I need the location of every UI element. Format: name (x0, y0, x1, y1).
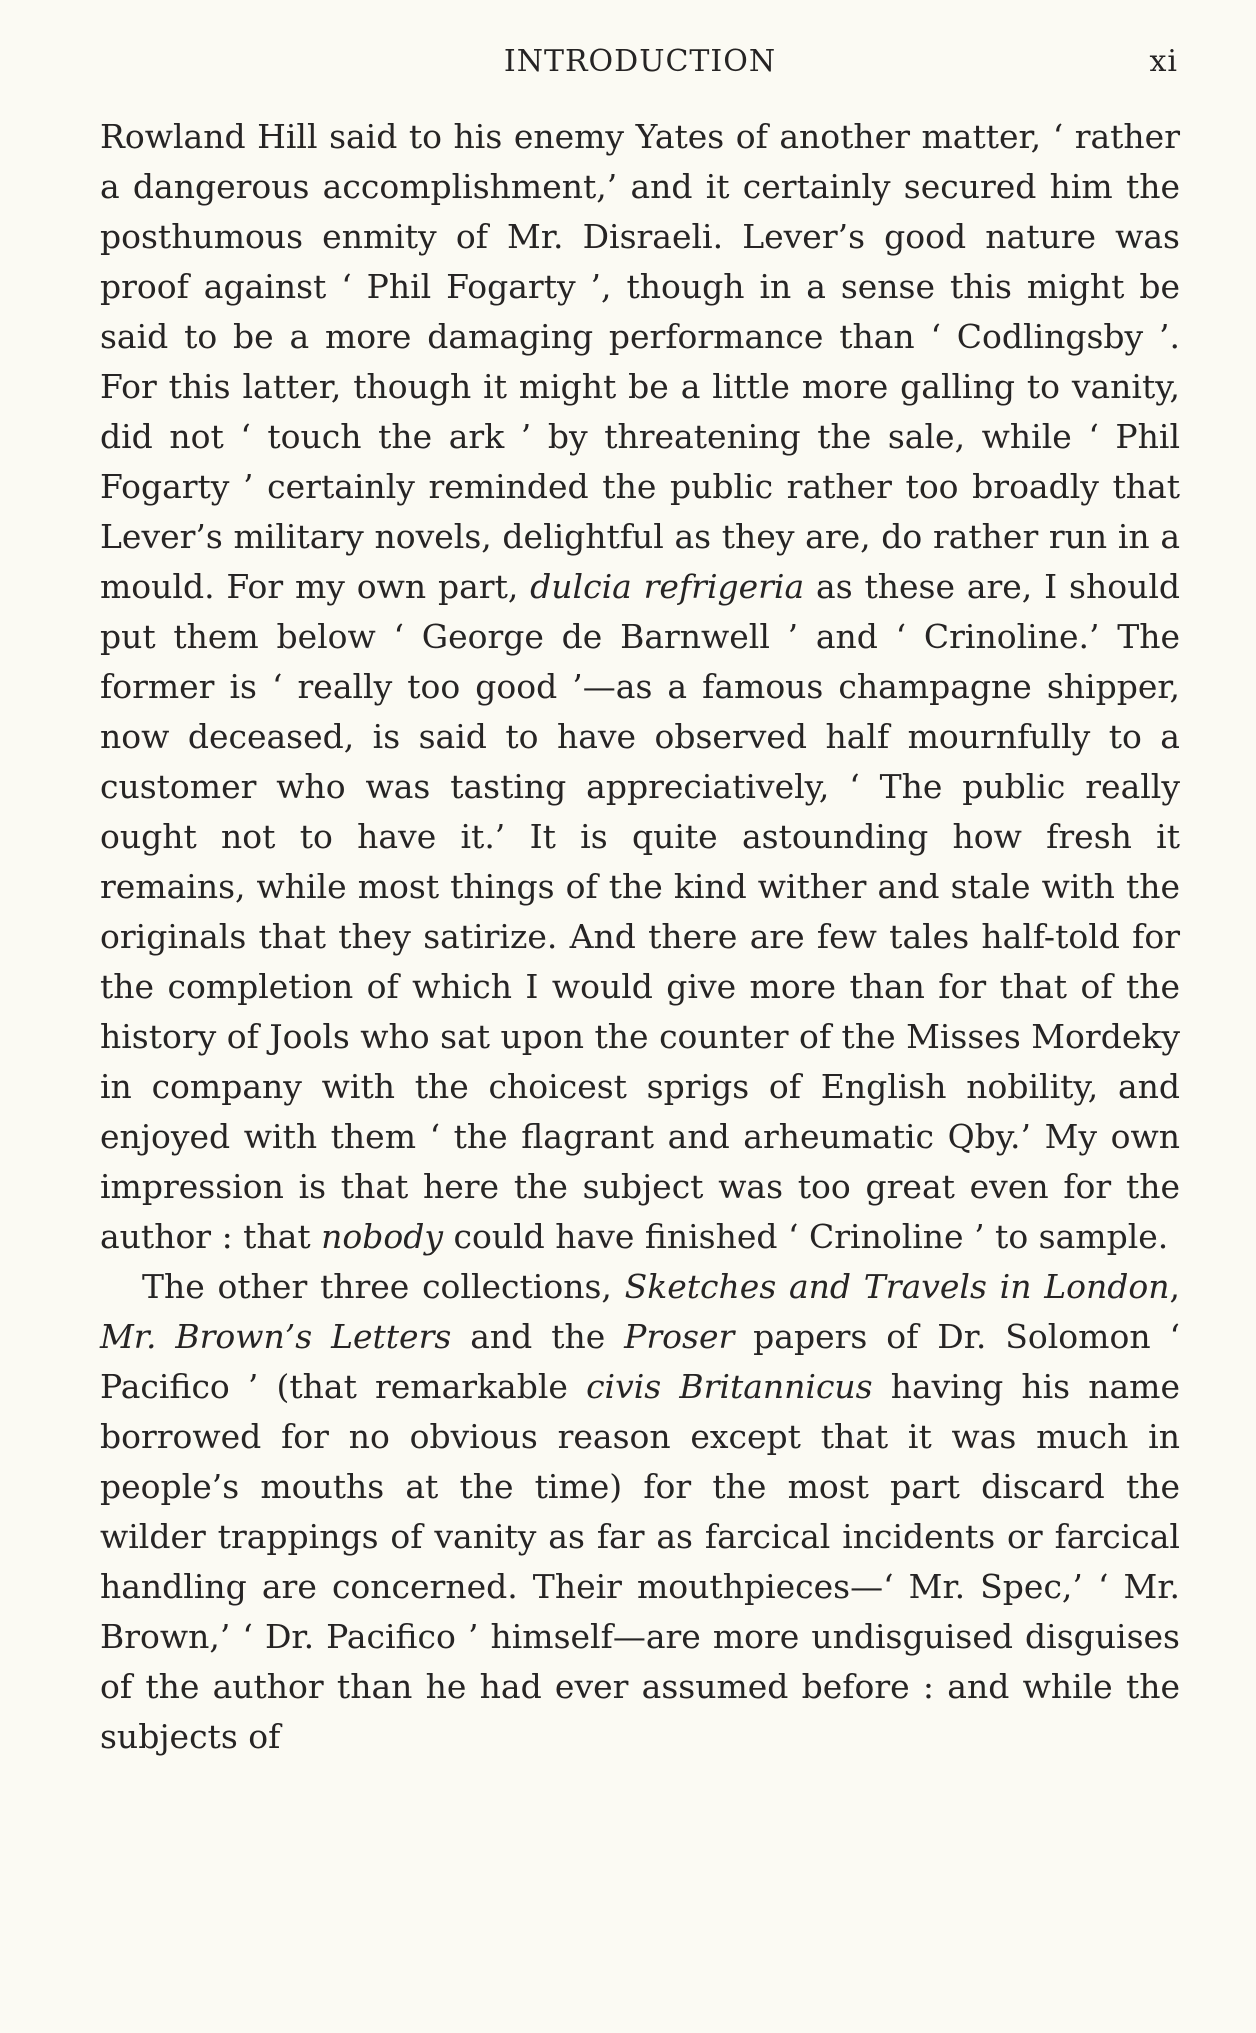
italic-segment: dulcia refrigeria (530, 567, 805, 606)
paragraph-1 (100, 112, 1180, 1262)
text-segment: papers of Dr. Solomon ‘ Pacifico ’ (that remarkable (100, 1317, 1180, 1406)
text-segment: having his name borrowed for no obvious reason except that it was much in people’s mouths at the time) for the most part discard the wilder trappings of vanity as far as farcical incidents or farcical handling are concerned. Their mouthpieces—‘ Mr. Spec,’ ‘ Mr. Brown,’ ‘ Dr. Pacifico ’ himself—are more undisguised disguises of the author than he had ever assumed before : and while the subjects of (100, 1367, 1180, 1756)
text-segment: could have finished ‘ Crinoline ’ to sample. (443, 1217, 1169, 1256)
text-segment: , (1169, 1267, 1180, 1306)
text-segment: The other three collections, (142, 1267, 625, 1306)
running-head (100, 40, 1180, 90)
italic-segment: Sketches and Travels in London (624, 1267, 1170, 1306)
italic-segment: Proser (624, 1317, 735, 1356)
page-number: xi (1149, 44, 1178, 79)
italic-segment: civis Britannicus (586, 1367, 873, 1406)
running-title: INTRODUCTION (503, 44, 777, 79)
paragraph-2 (100, 1262, 1180, 1762)
italic-segment: nobody (321, 1217, 444, 1256)
text-segment: as these are, I should put them below ‘ George de Barnwell ’ and ‘ Crinoline.’ The former is ‘ really too good ’—as a famous champagne shipper, now deceased, is said to have observed half mournfully to a customer who was tasting appreciatively, ‘ The public really ought not to have it.’ It is quite astounding how fresh it remains, while most things of the kind wither and stale with the originals that they satirize. And there are few tales half-told for the completion of which I would give more than for that of the history of Jools who sat upon the counter of the Misses Mordeky in company with the choicest sprigs of English nobility, and enjoyed with them ‘ the flagrant and arheumatic Qby.’ My own impression is that here the subject was too great even for the author : that (100, 567, 1180, 1256)
italic-segment: Mr. Brown’s Letters (100, 1317, 452, 1356)
text-segment: and the (451, 1317, 625, 1356)
book-page (100, 40, 1180, 1762)
text-segment: Rowland Hill said to his enemy Yates of another matter, ‘ rather a dangerous accomplishment,’ and it certainly secured him the posthumous enmity of Mr. Disraeli. Lever’s good nature was proof against ‘ Phil Fogarty ’, though in a sense this might be said to be a more damaging performance than ‘ Codlingsby ’. For this latter, though it might be a little more galling to vanity, did not ‘ touch the ark ’ by threatening the sale, while ‘ Phil Fogarty ’ certainly reminded the public rather too broadly that Lever’s military novels, delightful as they are, do rather run in a mould. For my own part, (100, 117, 1180, 606)
body-text (100, 112, 1180, 1762)
